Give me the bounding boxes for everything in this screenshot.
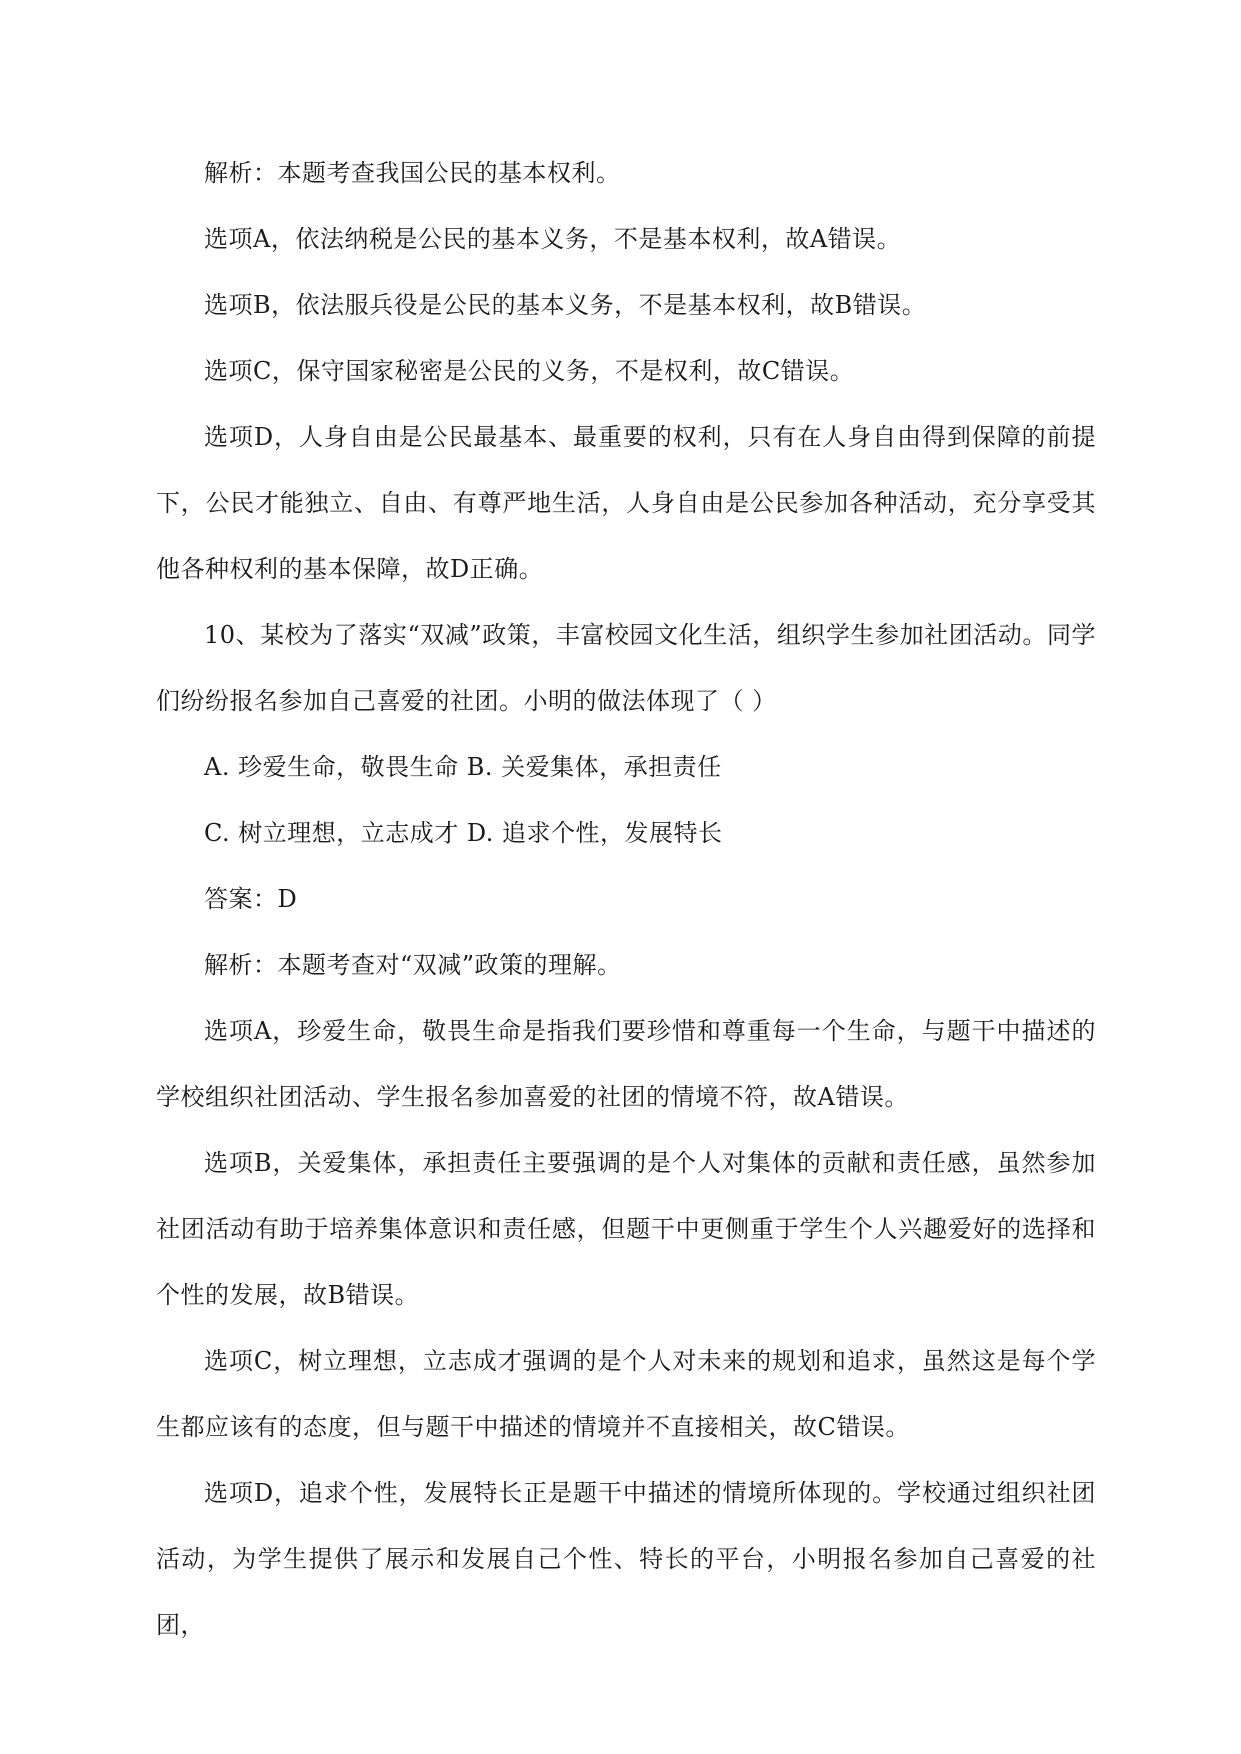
option-c-explanation-q10: 选项C，树立理想，立志成才强调的是个人对未来的规划和追求，虽然这是每个学生都应该有的态度，但与题干中描述的情境并不直接相关，故C错误。 (156, 1347, 1096, 1441)
option-a-explanation-q10: 选项A，珍爱生命，敬畏生命是指我们要珍惜和尊重每一个生命，与题干中描述的学校组织社团活动、学生报名参加喜爱的社团的情境不符，故A错误。 (156, 1017, 1096, 1111)
analysis-heading-q9: 解析：本题考查我国公民的基本权利。 (204, 159, 621, 187)
option-d-explanation-q9: 选项D，人身自由是公民最基本、最重要的权利，只有在人身自由得到保障的前提下，公民才能独立、自由、有尊严地生活，人身自由是公民参加各种活动，充分享受其他各种权利的基本保障，故D正确。 (156, 423, 1096, 583)
question-10-options-ab: A. 珍爱生命，敬畏生命 B. 关爱集体，承担责任 (204, 753, 722, 781)
analysis-heading-q10: 解析：本题考查对“双减”政策的理解。 (204, 951, 622, 979)
option-b-explanation-q10: 选项B，关爱集体，承担责任主要强调的是个人对集体的贡献和责任感，虽然参加社团活动有助于培养集体意识和责任感，但题干中更侧重于学生个人兴趣爱好的选择和个性的发展，故B错误。 (156, 1149, 1096, 1309)
question-10-answer: 答案：D (204, 885, 298, 913)
option-a-explanation-q9: 选项A，依法纳税是公民的基本义务，不是基本权利，故A错误。 (204, 225, 902, 253)
option-b-explanation-q9: 选项B，依法服兵役是公民的基本义务，不是基本权利，故B错误。 (204, 291, 927, 319)
question-10-stem: 10、某校为了落实“双减”政策，丰富校园文化生活，组织学生参加社团活动。同学们纷纷报名参加自己喜爱的社团。小明的做法体现了（ ） (156, 621, 1096, 715)
option-c-explanation-q9: 选项C，保守国家秘密是公民的义务，不是权利，故C错误。 (204, 357, 855, 385)
document-body (156, 140, 1096, 1658)
question-10-options-cd: C. 树立理想，立志成才 D. 追求个性，发展特长 (204, 819, 723, 847)
option-d-explanation-q10: 选项D，追求个性，发展特长正是题干中描述的情境所体现的。学校通过组织社团活动，为学生提供了展示和发展自己个性、特长的平台，小明报名参加自己喜爱的社团， (156, 1479, 1096, 1639)
